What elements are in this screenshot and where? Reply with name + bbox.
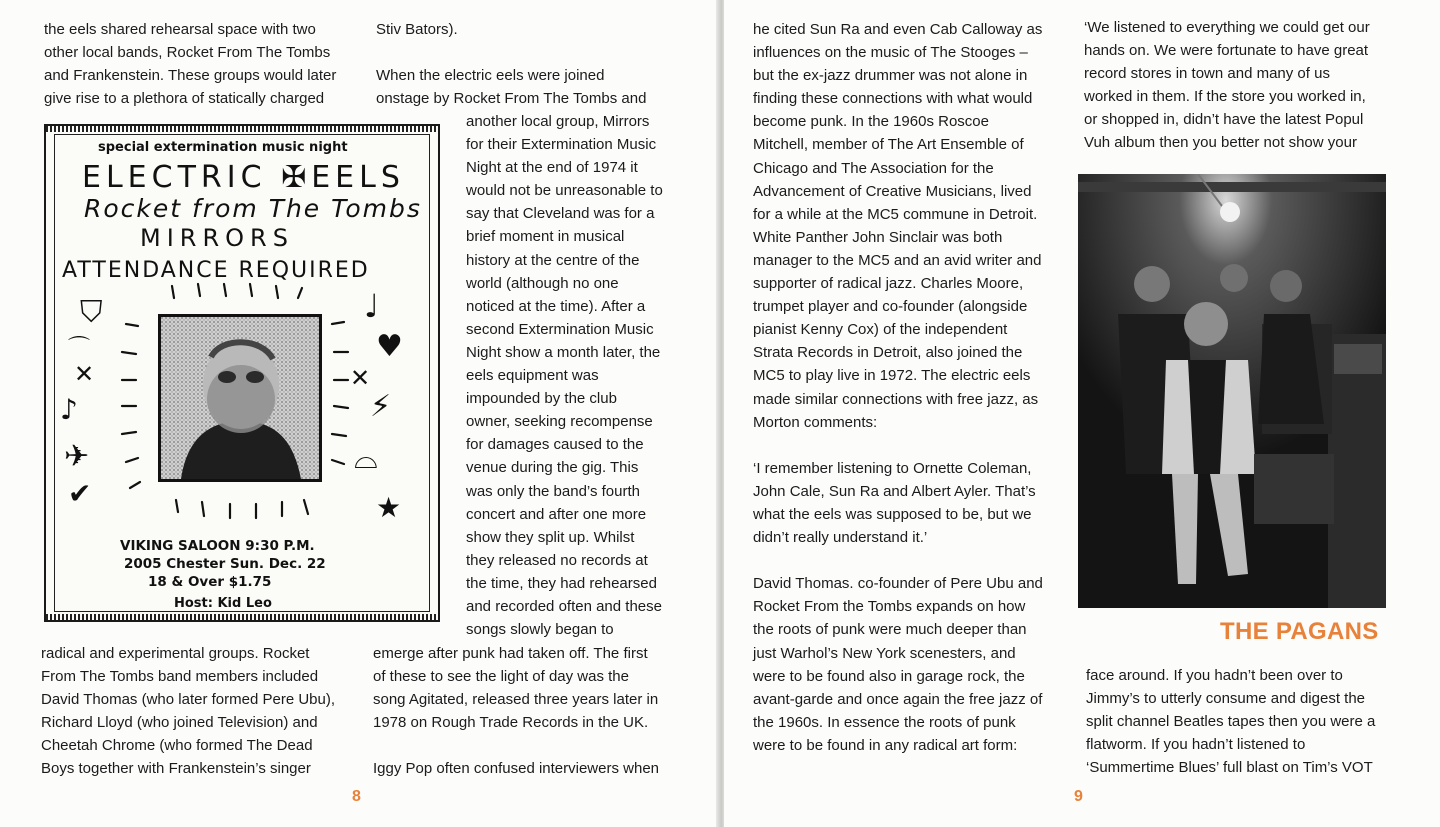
- music-note-right-icon: ♩: [364, 287, 380, 325]
- band-photo-scene: [1078, 174, 1386, 608]
- right-column-top-text: Stiv Bators). When the electric eels were joined onstage by Rocket From The Tombs and: [376, 21, 647, 108]
- poster-price: 18 & Over $1.75: [148, 574, 272, 590]
- right-page-column-1-text: he cited Sun Ra and even Cab Calloway as influences on the music of The Stooges – but the ex-jazz drummer was not alone in finding these connections with what would become punk. In the 1960s Roscoe Mitchell, member of The Art Ensemble of Chicago and The Association for the Advancement of Creative Musicians, lived for a while at the MC5 commune in Detroit. White Panther John Sinclair was both manager to the MC5 and an avid writer and supporter of radical jazz. Charles Moore, trumpet player and co-founder (alongside pianist Kenny Cox) of the independent Strata Records in Detroit, also joined the MC5 to play live in 1972. The electric eels made similar connections with free jazz, as Morton comments: ‘I remember listening to Ornette Coleman, John Cale, Sun Ra and Albert Ayler. That’s what the eels was supposed to be, but we didn’t really understand it.’ David Thomas. co-founder of Pere Ubu and Rocket From the Tombs expands on how the roots of punk were much deeper than just Warhol’s New York scenesters, and were to be found also in garage rock, the avant-garde and once again the free jazz of the 1960s. In essence the roots of punk were to be found in any radical art form:: [753, 21, 1043, 754]
- photo-caption: THE PAGANS: [1220, 618, 1379, 645]
- wrap-column-text: another local group, Mirrors for their Extermination Music Night at the end of 1974 it would not be unreasonable to say that Cleveland was for a brief moment in musical history at the centre of the world (although no one noticed at the time). After a second Extermination Music Night show a month later, the eels equipment was impounded by the club owner, seeking recompense for damages caused to the venue during the gig. This was only the band’s fourth concert and after one more show they split up. Whilst they released no records at the time, they had rehearsed and recorded often and these songs slowly began to: [466, 113, 663, 639]
- tshirt-icon: ⛉: [80, 295, 103, 330]
- band-photo: [1078, 174, 1386, 608]
- portrait-figure: [161, 317, 319, 479]
- right-page: [724, 0, 1440, 827]
- cross-mark-right-icon: ✕: [350, 364, 371, 392]
- comb-icon: ⌒: [68, 336, 91, 361]
- portrait-photo: [158, 314, 322, 482]
- sock-icon: ⌓: [354, 441, 378, 476]
- left-column-top-text: the eels shared rehearsal space with two other local bands, Rocket From The Tombs and Frankenstein. These groups would later give rise to a plethora of statically charged: [44, 21, 337, 108]
- right-page-column-2-bottom-text: face around. If you hadn’t been over to Jimmy’s to utterly consume and digest the split channel Beatles tapes then you were a flatworm. If you hadn’t listened to ‘Summertime Blues’ full blast on Tim’s VOT: [1086, 667, 1376, 777]
- page-number-left: 8: [352, 788, 361, 805]
- page-number-right: 9: [1074, 788, 1083, 805]
- right-page-column-2-top-text: ‘We listened to everything we could get our hands on. We were fortunate to have great record stores in town and many of us worked in them. If the store you worked in, or shopped in, didn’t have the latest Popul Vuh album then you better not show your: [1084, 19, 1370, 152]
- poster-band-3: MIRRORS: [140, 224, 294, 252]
- star-icon: ★: [376, 491, 402, 524]
- poster-headline: special extermination music night: [98, 140, 348, 155]
- heart-icon: ♥: [376, 329, 403, 364]
- lightning-icon: ⚡: [370, 389, 392, 424]
- poster-band-1: ELECTRIC ✠EELS: [82, 160, 405, 195]
- poster-border-bottom: [46, 614, 438, 620]
- bird-icon: ✈: [64, 439, 90, 474]
- poster-attendance: ATTENDANCE REQUIRED: [62, 258, 370, 283]
- checkmark-icon: ✔: [68, 477, 92, 510]
- gig-poster-image: [44, 124, 440, 622]
- poster-address: 2005 Chester Sun. Dec. 22: [124, 556, 326, 572]
- left-column-bottom-text: radical and experimental groups. Rocket From The Tombs band members included David Thomas (who later formed Pere Ubu), Richard Lloyd (who joined Television) and Cheetah Chrome (who formed The Dead Boys together with Frankenstein’s singer: [41, 645, 336, 778]
- poster-venue: VIKING SALOON 9:30 P.M.: [120, 538, 315, 554]
- music-note-icon: ♪: [60, 393, 78, 426]
- poster-band-2: Rocket from The Tombs: [84, 194, 422, 223]
- cross-mark-icon: ✕: [74, 360, 95, 388]
- poster-border-top: [46, 126, 438, 132]
- right-column-bottom-text: emerge after punk had taken off. The first of these to see the light of day was the song Agitated, released three years later in 1978 on Rough Trade Records in the UK. Iggy Pop often confused interviewers when: [373, 645, 660, 778]
- poster-host: Host: Kid Leo: [174, 596, 272, 611]
